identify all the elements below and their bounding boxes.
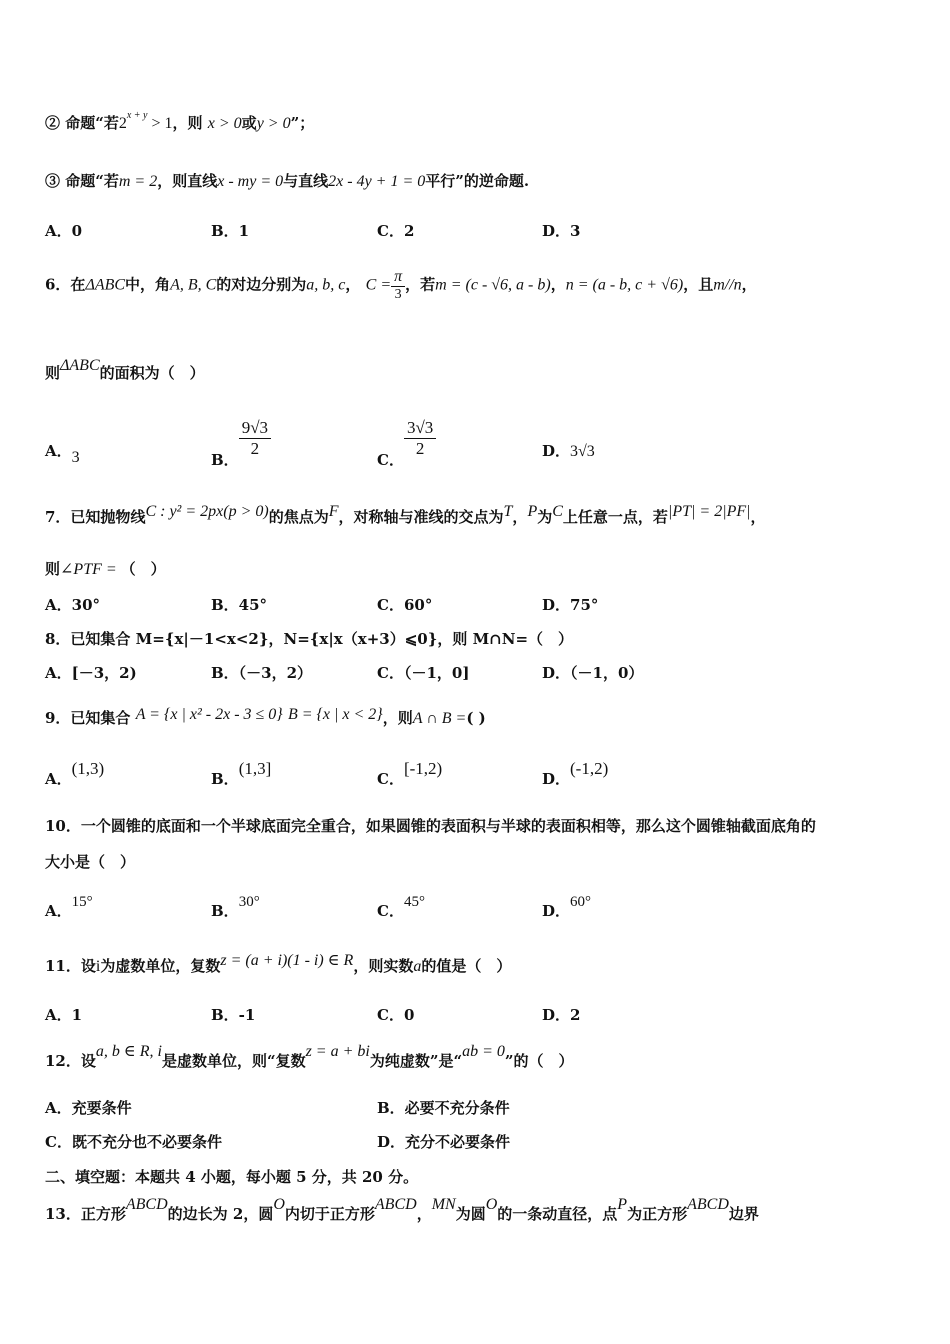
q7-option-d: D．75° xyxy=(542,596,599,614)
q10-option-b: B．30° xyxy=(211,894,260,920)
q7-option-b: B．45° xyxy=(211,596,268,614)
q6-option-d: D．3√3 xyxy=(542,442,595,460)
section-heading: 二、填空题：本题共 4 小题，每小题 5 分，共 20 分。 xyxy=(45,1168,419,1186)
question-10: 10．一个圆锥的底面和一个半球底面完全重合，如果圆锥的表面积与半球的表面积相等，那么这个圆锥轴截面底角的 xyxy=(45,817,816,835)
q12-option-a: A．充要条件 xyxy=(45,1099,132,1117)
q12-option-b: B．必要不充分条件 xyxy=(377,1099,510,1117)
q6-option-a: A．3 xyxy=(45,442,80,466)
question-12: 12．设a, b ∈ R, i是虚数单位，则“复数z = a + bi为纯虚数”是“ab = 0”的（ ） xyxy=(45,1043,574,1070)
q6-option-c: C． $\frac{3√3}{2}$ xyxy=(377,418,436,459)
q9-option-c: C．[-1,2) xyxy=(377,759,443,788)
q7-option-c: C．60° xyxy=(377,596,433,614)
question-10-cont: 大小是（ ） xyxy=(45,853,136,871)
question-7: 7．已知抛物线C : y² = 2px(p > 0)的焦点为F，对称轴与准线的交点为T，P为C上任意一点，若|PT| = 2|PF|， xyxy=(45,503,766,526)
q9-option-d: D．(-1,2) xyxy=(542,759,609,788)
question-13: 13．正方形ABCD的边长为 2，圆O内切于正方形ABCD，MN为圆O的一条动直径，点P为正方形ABCD边界 xyxy=(45,1196,759,1223)
q8-option-b: B．（－3，2） xyxy=(211,664,313,682)
q6-option-b: B． $\frac{9√3}{2}$ xyxy=(211,418,271,459)
q11-option-a: A．1 xyxy=(45,1006,83,1024)
question-8: 8．已知集合 M={x|－1<x<2}，N={x|x（x+3）⩽0}，则 M∩N=（ ） xyxy=(45,630,574,648)
q10-option-d: D．60° xyxy=(542,894,592,920)
q11-option-d: D．2 xyxy=(542,1006,581,1024)
q10-option-c: C．45° xyxy=(377,894,425,920)
statement-2: ② 命题“若$2^{x + y} > 1$，则 x > 0或y > 0”； xyxy=(45,110,315,132)
q8-option-c: C．（－1，0] xyxy=(377,664,470,682)
question-6: 6．在ΔABC中，角A, B, C的对边分别为a, b, c， C = $\frac{\pi}{3}$ ，若m = (c - √6, a - b)，n = (a - b, c + √6)，且m//n， xyxy=(45,268,757,302)
question-9: 9．已知集合 A = {x | x² - 2x - 3 ≤ 0} B = {x | x < 2}，则A ∩ B =( ) xyxy=(45,706,486,727)
q7-option-a: A．30° xyxy=(45,596,101,614)
q8-option-d: D．（－1，0） xyxy=(542,664,644,682)
question-7-cont: 则∠PTF = （ ） xyxy=(45,560,166,578)
q9-option-a: A．(1,3) xyxy=(45,759,105,788)
question-6-cont: 则ΔABC的面积为（ ） xyxy=(45,357,205,382)
statement-3: ③ 命题“若m = 2，则直线x - my = 0与直线2x - 4y + 1 = 0平行”的逆命题. xyxy=(45,172,530,190)
q8-option-a: A．[－3，2) xyxy=(45,664,137,682)
q9-option-b: B．(1,3] xyxy=(211,759,272,788)
q11-option-c: C．0 xyxy=(377,1006,415,1024)
question-11: 11．设i为虚数单位，复数z = (a + i)(1 - i) ∈ R，则实数a的值是（ ） xyxy=(45,952,512,975)
q11-option-b: B．-1 xyxy=(211,1006,256,1024)
q12-option-c: C．既不充分也不必要条件 xyxy=(45,1133,222,1151)
q5-option-c: C．2 xyxy=(377,222,415,240)
q5-option-d: D．3 xyxy=(542,222,581,240)
q12-option-d: D．充分不必要条件 xyxy=(377,1133,511,1151)
q5-option-b: B．1 xyxy=(211,222,250,240)
q5-option-a: A．0 xyxy=(45,222,83,240)
q10-option-a: A．15° xyxy=(45,894,93,920)
